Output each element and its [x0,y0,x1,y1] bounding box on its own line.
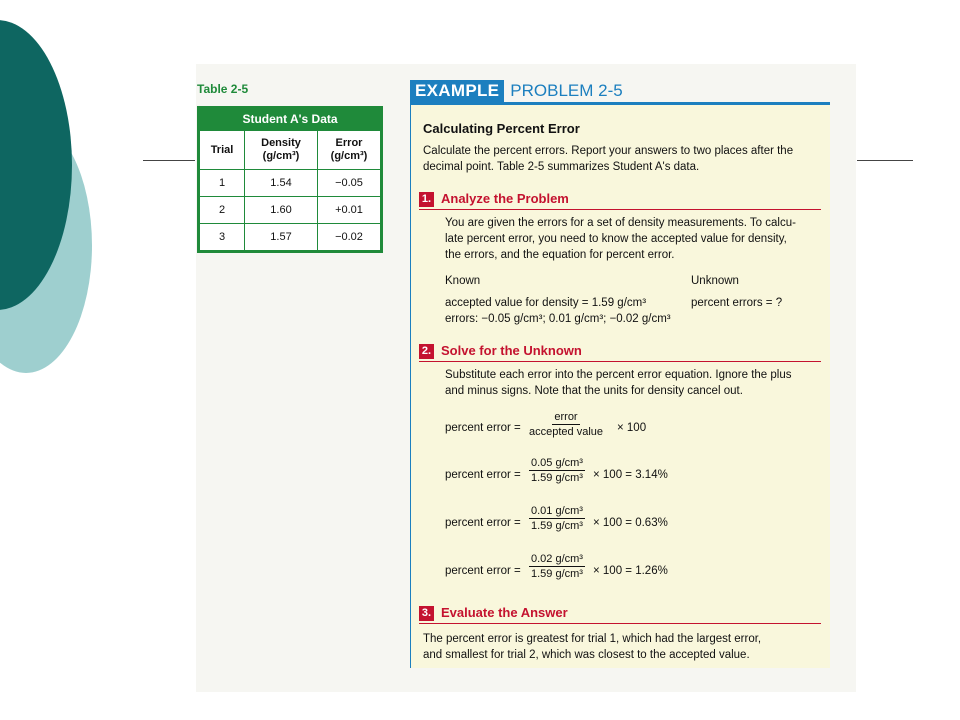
step3-line: The percent error is greatest for trial 1, which had the largest error, [423,633,762,645]
divider-left [143,160,195,161]
header-trial: Trial [200,131,245,170]
fraction-denominator: 1.59 g/cm³ [531,472,583,484]
step-label: Solve for the Unknown [441,343,582,358]
cell-error: −0.02 [318,224,381,251]
fraction-denominator: accepted value [529,426,603,438]
step1-line: You are given the errors for a set of density measurements. To calcu- [445,217,796,229]
fraction-denominator: 1.59 g/cm³ [531,520,583,532]
header-density: Density (g/cm³) [245,131,318,170]
example-box [410,102,830,668]
equation-rhs: × 100 = 3.14% [593,469,668,481]
equation-fraction [529,411,603,439]
cell-trial: 3 [200,224,245,251]
step3-line: and smallest for trial 2, which was closest to the accepted value. [423,649,750,661]
step-number: 3. [419,606,434,621]
table-row [200,170,381,197]
table-label: Table 2-5 [197,82,249,96]
step-number: 1. [419,192,434,207]
example-tag: EXAMPLE [410,80,504,102]
equation-fraction [529,553,585,581]
table-title: Student A's Data [199,108,381,130]
known-label: Known [445,275,481,287]
step-evaluate [419,605,821,624]
fraction-denominator: 1.59 g/cm³ [531,568,583,580]
fraction-numerator: error [554,411,578,423]
example-title: PROBLEM 2-5 [510,81,623,100]
step-solve [419,343,821,362]
step-analyze [419,191,821,210]
step2-line: Substitute each error into the percent error equation. Ignore the plus [445,369,792,381]
example-heading: Calculating Percent Error [423,121,580,136]
known-value: accepted value for density = 1.59 g/cm³ [445,297,647,309]
fraction-numerator: 0.02 g/cm³ [531,553,583,565]
cell-trial: 1 [200,170,245,197]
equation-rhs: × 100 [617,422,647,434]
table-header-row [200,131,381,170]
equation-fraction [529,457,585,485]
equation-rhs: × 100 = 0.63% [593,517,668,529]
table-row [200,224,381,251]
equation-lhs: percent error = [445,517,521,529]
cell-density: 1.60 [245,197,318,224]
fraction-numerator: 0.05 g/cm³ [531,457,583,469]
data-table [197,106,383,253]
equation-lhs: percent error = [445,565,521,577]
cell-trial: 2 [200,197,245,224]
step1-line: late percent error, you need to know the accepted value for density, [445,233,787,245]
known-errors: errors: −0.05 g/cm³; 0.01 g/cm³; −0.02 g/cm³ [445,313,671,325]
equation-fraction [529,505,585,533]
cell-density: 1.54 [245,170,318,197]
unknown-label: Unknown [691,275,739,287]
equation-lhs: percent error = [445,422,521,434]
step-number: 2. [419,344,434,359]
cell-density: 1.57 [245,224,318,251]
equation-rhs: × 100 = 1.26% [593,565,668,577]
unknown-value: percent errors = ? [691,297,783,309]
cell-error: −0.05 [318,170,381,197]
intro-line: Calculate the percent errors. Report your answers to two places after the [423,145,794,157]
equation-lhs: percent error = [445,469,521,481]
table-row [200,197,381,224]
fraction-numerator: 0.01 g/cm³ [531,505,583,517]
step1-line: the errors, and the equation for percent error. [445,249,675,261]
header-error: Error (g/cm³) [318,131,381,170]
example-header [410,80,623,102]
intro-line: decimal point. Table 2-5 summarizes Student A's data. [423,161,700,173]
cell-error: +0.01 [318,197,381,224]
divider-right [857,160,913,161]
step-label: Evaluate the Answer [441,605,568,620]
step-label: Analyze the Problem [441,191,569,206]
step2-line: and minus signs. Note that the units for density cancel out. [445,385,743,397]
